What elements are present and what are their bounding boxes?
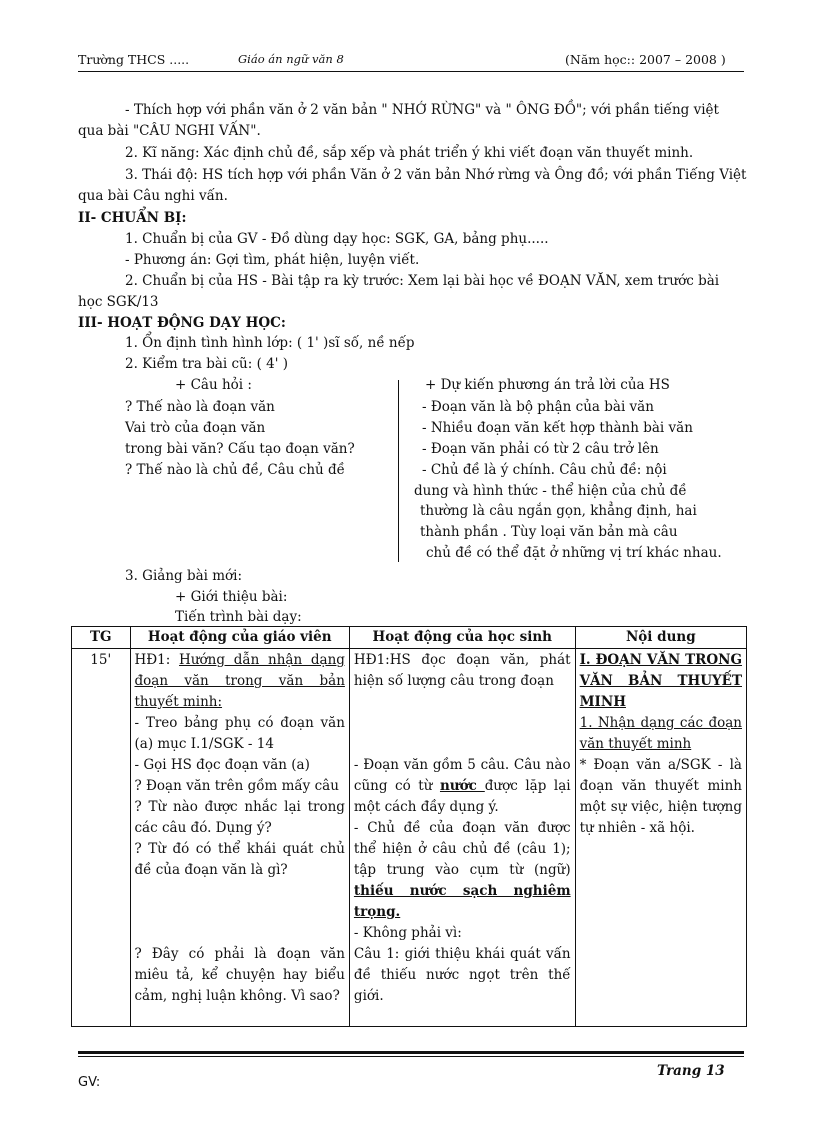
teacher-question-4: ? Đây có phải là đoạn văn miêu tả, kể chuyện hay biểu cảm, nghị luận không. Vì sao? xyxy=(134,946,345,1004)
answers-heading: + Dự kiến phương án trả lời của HS xyxy=(425,377,670,393)
intro-line-2: qua bài "CÂU NGHI VẤN". xyxy=(78,123,261,139)
student-answer-4: Câu 1: giới thiệu khái quát vấn đề thiếu nước ngọt trên thế giới. xyxy=(353,946,571,1004)
header-student: Hoạt động của học sinh xyxy=(349,627,575,649)
teacher-step-1: - Treo bảng phụ có đoạn văn (a) mục I.1/SGK - 14 xyxy=(134,715,345,752)
header-school: Trường THCS ..... xyxy=(78,52,190,67)
content-heading: I. ĐOẠN VĂN TRONG VĂN BẢN THUYẾT MINH xyxy=(579,652,742,710)
answer-8: chủ đề có thể đặt ở những vị trí khác nhau. xyxy=(426,545,722,561)
section-2-line-4: học SGK/13 xyxy=(78,294,159,310)
answer-3: - Đoạn văn phải có từ 2 câu trở lên xyxy=(422,441,659,457)
teacher-question-1: ? Đoạn văn trên gồm mấy câu xyxy=(134,778,339,794)
answer-2: - Nhiều đoạn văn kết hợp thành bài văn xyxy=(422,420,693,436)
section-2-line-3: 2. Chuẩn bị của HS - Bài tập ra kỳ trước: Xem lại bài học về ĐOẠN VĂN, xem trước bài xyxy=(125,273,720,289)
section-2-line-1: 1. Chuẩn bị của GV - Đồ dùng dạy học: SGK, GA, bảng phụ..... xyxy=(125,231,549,247)
header-subject: Giáo án ngữ văn 8 xyxy=(238,52,344,66)
answer-1: - Đoạn văn là bộ phận của bài văn xyxy=(422,399,654,415)
footer-page-number: Trang 13 xyxy=(657,1063,725,1079)
header-time: TG xyxy=(72,627,131,649)
questions-heading: + Câu hỏi : xyxy=(175,377,252,393)
content-subheading: 1. Nhận dạng các đoạn văn thuyết minh xyxy=(579,715,742,752)
content-note: * Đoạn văn a/SGK - là đoạn văn thuyết minh một sự việc, hiện tượng tự nhiên - xã hội. xyxy=(579,757,742,836)
section-3-line-2: 2. Kiểm tra bài cũ: ( 4' ) xyxy=(125,356,289,372)
answer-7: thành phần . Tùy loại văn bản mà câu xyxy=(420,524,678,540)
time-cell: 15' xyxy=(72,649,131,1027)
header-year: (Năm học:: 2007 – 2008 ) xyxy=(565,52,726,67)
teacher-question-3: ? Từ đó có thể khái quát chủ đề của đoạn văn là gì? xyxy=(134,841,345,878)
teacher-cell xyxy=(130,649,349,1027)
teacher-question-2: ? Từ nào được nhắc lại trong các câu đó. Dụng ý? xyxy=(134,799,345,836)
section-3-title: III- HOẠT ĐỘNG DẠY HỌC: xyxy=(78,315,286,331)
section-2-title: II- CHUẨN BỊ: xyxy=(78,210,187,226)
footer-rule-thick xyxy=(78,1051,744,1054)
question-1: ? Thế nào là đoạn văn xyxy=(125,399,275,415)
section-2-line-2: - Phương án: Gợi tìm, phát hiện, luyện viết. xyxy=(125,252,420,268)
student-cell xyxy=(349,649,575,1027)
header-rule xyxy=(78,71,744,72)
section-3-line-4: + Giới thiệu bài: xyxy=(175,589,288,605)
section-3-line-1: 1. Ổn định tình hình lớp: ( 1' )sĩ số, nề nếp xyxy=(125,335,415,351)
answer-4: - Chủ đề là ý chính. Câu chủ đề: nội xyxy=(422,462,667,478)
intro-line-5: qua bài Câu nghi vấn. xyxy=(78,188,228,204)
table-row xyxy=(72,649,747,1027)
header-content: Nội dung xyxy=(575,627,746,649)
teacher-hd-title: HĐ1: Hướng dẫn nhận dạng đoạn văn trong văn bản thuyết minh: xyxy=(134,652,345,710)
question-3: trong bài văn? Cấu tạo đoạn văn? xyxy=(125,441,355,457)
intro-line-3: 2. Kĩ năng: Xác định chủ đề, sắp xếp và phát triển ý khi viết đoạn văn thuyết minh. xyxy=(125,145,694,161)
question-2: Vai trò của đoạn văn xyxy=(125,420,266,436)
student-answer-2: - Chủ đề của đoạn văn được thể hiện ở câu chủ đề (câu 1); tập trung vào cụm từ (ngữ) thiếu nước sạch nghiêm trọng. xyxy=(353,820,571,920)
content-cell xyxy=(575,649,746,1027)
student-answer-1: - Đoạn văn gồm 5 câu. Câu nào cũng có từ nước được lặp lại một cách đầy dụng ý. xyxy=(353,757,571,815)
footer-rule-thin xyxy=(78,1056,744,1057)
answer-6: thường là câu ngắn gọn, khẳng định, hai xyxy=(420,503,697,519)
question-4: ? Thế nào là chủ đề, Câu chủ đề xyxy=(125,462,345,478)
lesson-table xyxy=(71,626,747,1027)
student-answer-3: - Không phải vì: xyxy=(353,925,462,941)
section-3-line-5: Tiến trình bài dạy: xyxy=(175,609,302,625)
table-header-row xyxy=(72,627,747,649)
intro-line-4: 3. Thái độ: HS tích hợp với phần Văn ở 2 văn bản Nhớ rừng và Ông đồ; với phần Tiếng Việt xyxy=(125,167,747,183)
student-intro: HĐ1:HS đọc đoạn văn, phát hiện số lượng câu trong đoạn xyxy=(353,652,571,689)
header-teacher: Hoạt động của giáo viên xyxy=(130,627,349,649)
section-3-line-3: 3. Giảng bài mới: xyxy=(125,568,243,584)
answer-5: dung và hình thức - thể hiện của chủ đề xyxy=(414,483,687,499)
intro-line-1: - Thích hợp với phần văn ở 2 văn bản " NHỚ RỪNG" và " ÔNG ĐỒ"; với phần tiếng việt xyxy=(125,102,719,118)
teacher-step-2: - Gọi HS đọc đoạn văn (a) xyxy=(134,757,310,773)
review-divider xyxy=(398,380,399,562)
footer-gv: GV: xyxy=(78,1075,101,1090)
